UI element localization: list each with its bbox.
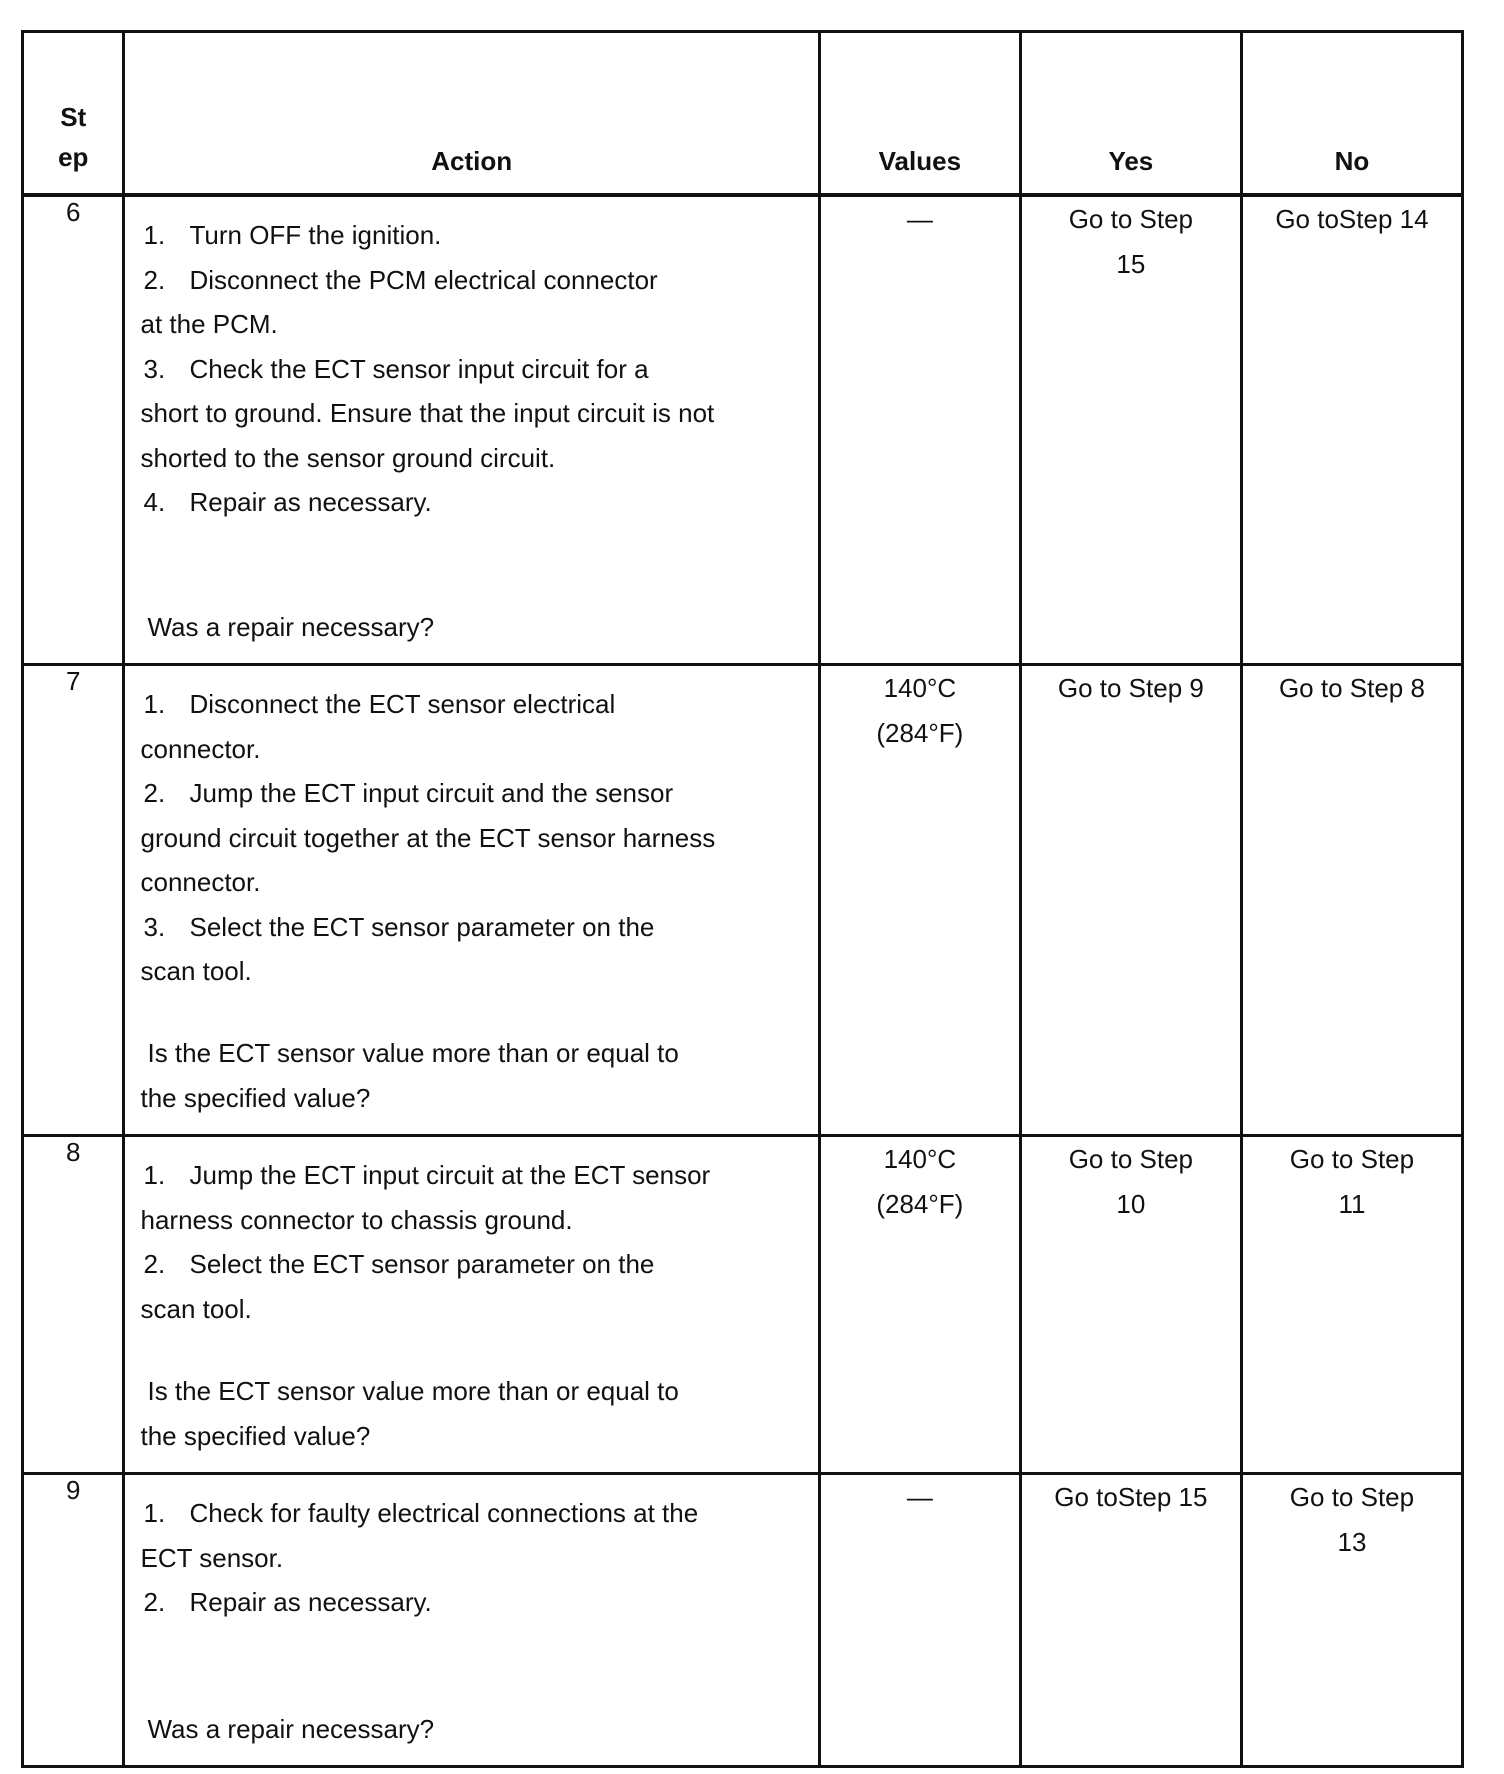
action-line: 3. Select the ECT sensor parameter on the [143, 911, 655, 942]
diagnostic-table [21, 30, 1464, 1768]
action-line: 1. Jump the ECT input circuit at the ECT sensor [143, 1160, 711, 1190]
action-line: short to ground. Ensure that the input circuit is not [140, 398, 715, 428]
yes-cell: Go toStep 15 [1020, 1474, 1241, 1767]
action-line: harness connector to chassis ground. [140, 1204, 573, 1235]
table-row [23, 1136, 1463, 1474]
action-question: Is the ECT sensor value more than or equal to the specified value? [140, 1376, 679, 1451]
action-question: Was a repair necessary? [147, 1713, 435, 1744]
step-number: 9 [23, 1474, 124, 1767]
action-line: 1. Disconnect the ECT sensor electrical [143, 689, 616, 719]
no-cell: Go to Step 8 [1241, 665, 1462, 1136]
yes-cell: Go to Step 9 [1020, 665, 1241, 1136]
action-line: 1. Turn OFF the ignition. [143, 220, 442, 250]
step-number: 7 [23, 665, 124, 1136]
header-row [23, 32, 1463, 196]
header-action: Action [124, 32, 819, 196]
header-no: No [1241, 32, 1462, 196]
action-line: ground circuit together at the ECT sensor harness [140, 822, 716, 853]
action-line: 2. Repair as necessary. [143, 1587, 432, 1617]
values-cell: 140°C (284°F) [819, 665, 1020, 1136]
no-cell: Go to Step 13 [1241, 1474, 1462, 1767]
action-line: 4. Repair as necessary. [143, 487, 432, 517]
action-line: scan tool. [140, 1293, 252, 1324]
action-line: connector. [140, 867, 261, 897]
action-line: connector. [140, 733, 261, 764]
action-line: scan tool. [140, 956, 252, 986]
action-line: 1. Check for faulty electrical connections at the [143, 1498, 699, 1528]
values-cell: — [819, 195, 1020, 665]
action-line: ECT sensor. [140, 1542, 284, 1573]
step-number: 8 [23, 1136, 124, 1474]
action-line: 2. Disconnect the PCM electrical connector [143, 264, 658, 295]
action-cell [124, 195, 819, 665]
action-line: at the PCM. [140, 309, 278, 339]
action-question: Is the ECT sensor value more than or equal to the specified value? [140, 1038, 679, 1113]
header-values: Values [819, 32, 1020, 196]
action-cell [124, 665, 819, 1136]
table-row [23, 195, 1463, 665]
action-line: 2. Jump the ECT input circuit and the sensor [143, 778, 674, 808]
action-cell [124, 1474, 819, 1767]
step-number: 6 [23, 195, 124, 665]
table-row [23, 665, 1463, 1136]
header-yes: Yes [1020, 32, 1241, 196]
action-line: 2. Select the ECT sensor parameter on the [143, 1249, 655, 1279]
yes-cell: Go to Step 15 [1020, 195, 1241, 665]
values-cell: — [819, 1474, 1020, 1767]
yes-cell: Go to Step 10 [1020, 1136, 1241, 1474]
table-row [23, 1474, 1463, 1767]
no-cell: Go toStep 14 [1241, 195, 1462, 665]
header-step: St ep [23, 32, 124, 196]
action-line: 3. Check the ECT sensor input circuit for a [143, 353, 649, 384]
action-cell [124, 1136, 819, 1474]
no-cell: Go to Step 11 [1241, 1136, 1462, 1474]
values-cell: 140°C (284°F) [819, 1136, 1020, 1474]
action-line: shorted to the sensor ground circuit. [140, 442, 556, 473]
action-question: Was a repair necessary? [147, 611, 435, 642]
